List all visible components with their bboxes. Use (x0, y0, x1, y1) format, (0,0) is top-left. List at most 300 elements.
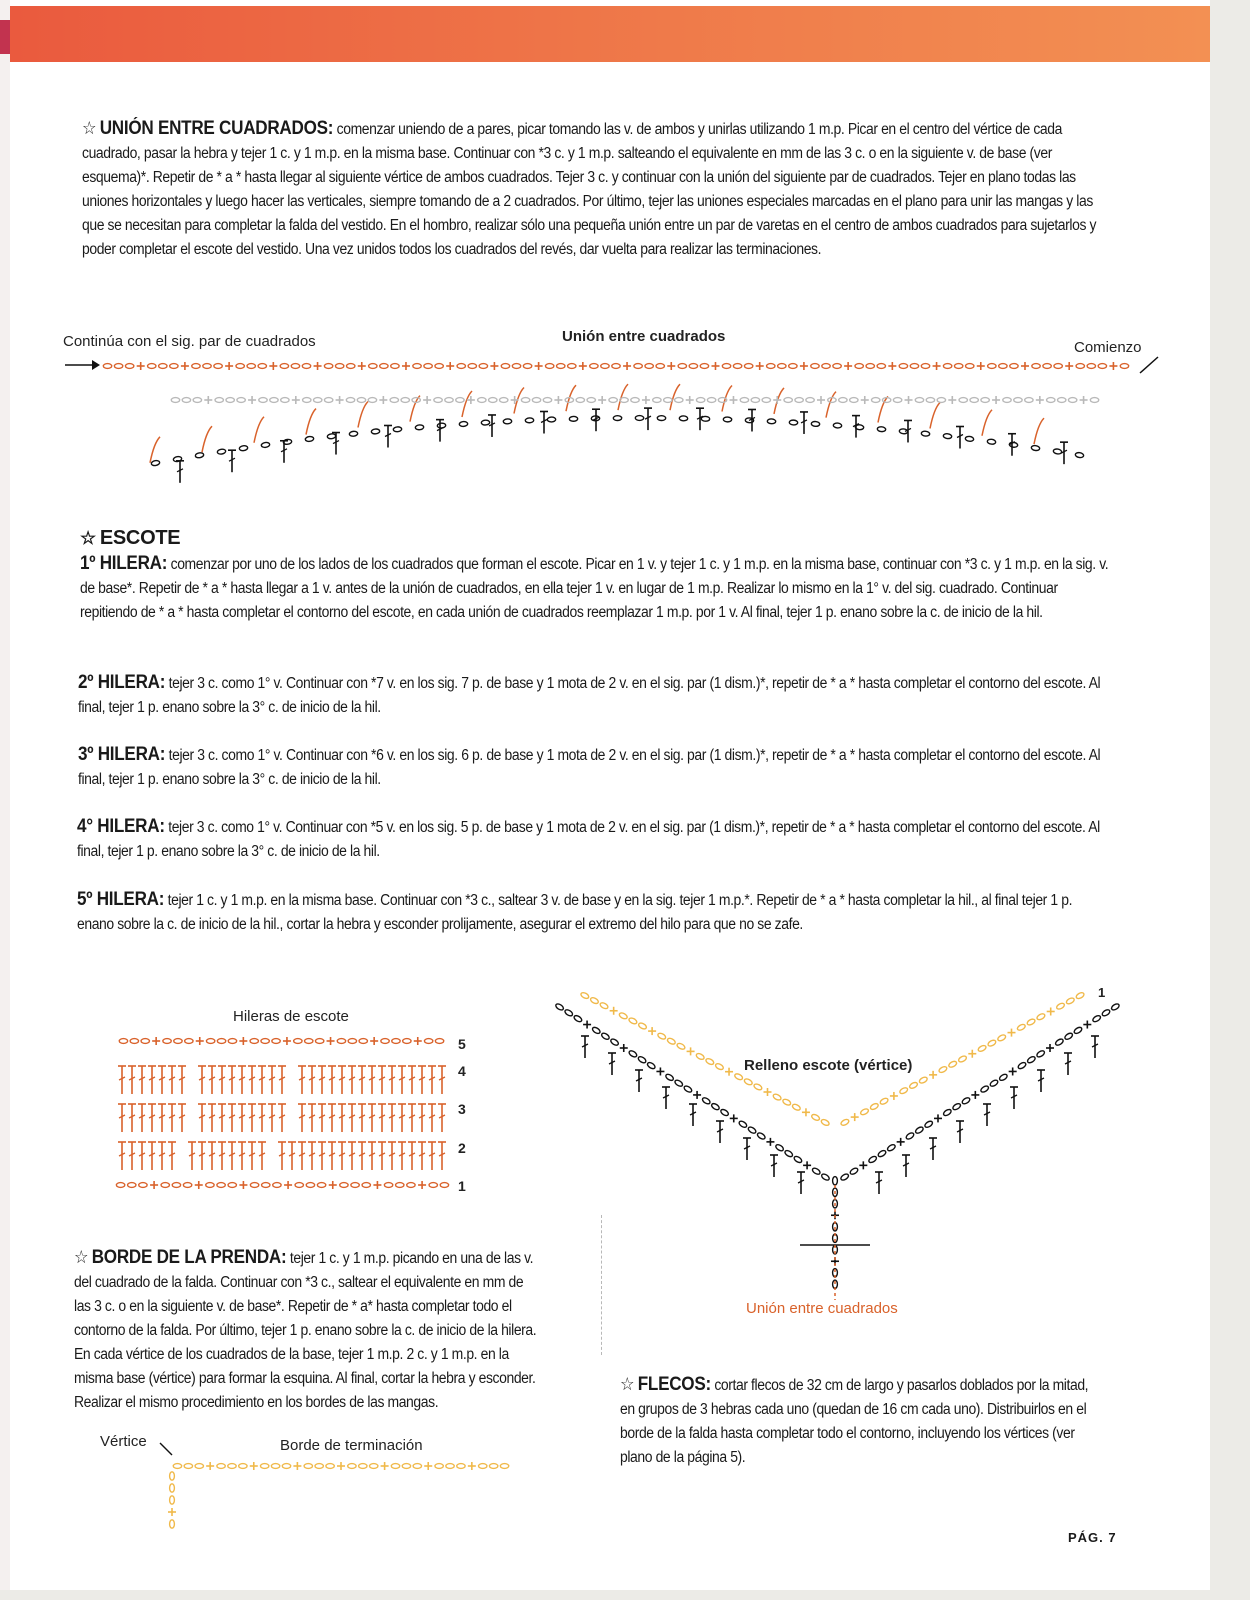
union-chain-row (568, 364, 576, 369)
escote-row-1-symbol (384, 1183, 392, 1188)
union-gray-row (926, 398, 934, 403)
vertice-black-chain (610, 1038, 620, 1047)
union-join-arrow (982, 410, 992, 436)
borde-chain-row (260, 1464, 268, 1469)
union-gray-row (237, 398, 245, 403)
union-gray-row (500, 398, 508, 403)
union-black-chain (833, 423, 842, 428)
vertice-black-chain (999, 1073, 1009, 1082)
vertice-yellow-chain (820, 1118, 830, 1126)
vertice-yellow-chain (715, 1063, 725, 1071)
escote-row-1-symbol (396, 1183, 404, 1188)
vertice-yellow-chain (1026, 1018, 1036, 1026)
borde-chain-row (479, 1464, 487, 1469)
union-gray-row (171, 398, 179, 403)
vertice-yellow-chain (811, 1113, 821, 1121)
union-black-chain (1031, 445, 1040, 451)
star-outline-icon: ☆ (620, 1374, 635, 1394)
union-black-chain (635, 416, 643, 421)
union-gray-row (664, 398, 672, 403)
vertice-black-chain (961, 1097, 971, 1106)
union-black-chain (239, 445, 248, 451)
vertice-yellow-chain (1075, 992, 1085, 1000)
union-chain-row (1076, 364, 1084, 369)
vertice-black-chain (849, 1167, 859, 1176)
union-black-chain (1053, 448, 1062, 454)
vertice-diagram-title: Relleno escote (vértice) (744, 1057, 913, 1074)
union-chain-row (501, 364, 509, 369)
union-gray-row (434, 398, 442, 403)
borde-chain-row (217, 1464, 225, 1469)
union-chain-row (424, 364, 432, 369)
union-gray-row (762, 398, 770, 403)
borde-chain-row (326, 1464, 334, 1469)
union-chain-row (601, 364, 609, 369)
borde-title: BORDE DE LA PRENDA: (91, 1247, 287, 1268)
union-black-chain (415, 425, 424, 430)
union-chain-row (700, 364, 708, 369)
union-gray-row (456, 398, 464, 403)
union-black-chain (525, 418, 534, 423)
vertice-yellow-chain (628, 1017, 638, 1025)
borde-section (74, 1245, 540, 1415)
borde-text: tejer 1 c. y 1 m.p. picando en una de las v. del cuadrado de la falda. Continuar con *3 c., saltear el equivalente en mm de las 3 c. o en la siguiente v. de base*. Repetir de * a* hasta completar todo el contorno de la falda. Por último, tejer 1 p. enano sobre la c. de inicio de la hilera. En cada vértice de los cuadrados de la base, tejer 1 m.p. 2 c. y 1 m.p. en la misma base (vértice) para formar la esquina. Al final, cortar la hebra y esconder. Realizar el mismo procedimiento en los bordes de las mangas. (74, 1250, 537, 1411)
union-gray-row (543, 398, 551, 403)
vertice-black-chain (775, 1143, 785, 1152)
vertice-black-chain (887, 1143, 897, 1152)
union-black-chain (393, 427, 402, 433)
union-black-chain (151, 460, 160, 466)
escote-section (80, 527, 1230, 625)
borde-chain-row (348, 1464, 356, 1469)
vertice-yellow-chain (869, 1102, 879, 1110)
escote-row-1 (80, 552, 1115, 625)
borde-chain-row (489, 1464, 497, 1469)
vertice-yellow-chain (958, 1055, 968, 1063)
union-gray-row (981, 398, 989, 403)
union-black-chain (767, 419, 776, 424)
borde-chain-row (391, 1464, 399, 1469)
union-chain-row (512, 364, 520, 369)
union-black-chain (327, 433, 336, 439)
vertice-yellow-chain (1016, 1023, 1026, 1031)
escote-row-5-symbol (337, 1039, 345, 1044)
union-chain-row (954, 364, 962, 369)
vertice-black-chain (943, 1108, 953, 1117)
union-chain-row (1032, 364, 1040, 369)
borde-chain-row (170, 1484, 175, 1492)
union-gray-row (215, 398, 223, 403)
union-gray-row (937, 398, 945, 403)
union-black-chain (965, 436, 974, 442)
vertice-diagram-caption: Unión entre cuadrados (746, 1300, 898, 1317)
union-chain-row (159, 364, 167, 369)
escote-row-5-symbol (435, 1039, 443, 1044)
vertice-yellow-chain (590, 997, 600, 1005)
union-chain-row (899, 364, 907, 369)
union-gray-row (303, 398, 311, 403)
union-left-label: Continúa con el sig. par de cuadrados (63, 333, 316, 350)
escote-row-number: 4 (458, 1063, 466, 1079)
borde-chain-row (402, 1464, 410, 1469)
borde-chain-row (315, 1464, 323, 1469)
union-gray-row (489, 398, 497, 403)
vertice-black-chain (628, 1050, 638, 1059)
union-gray-row (609, 398, 617, 403)
union-chain-row (767, 364, 775, 369)
vertice-yellow-chain (840, 1118, 850, 1126)
union-chain-row (1043, 364, 1051, 369)
escote-row-5-symbol (206, 1039, 214, 1044)
vertice-black-chain (591, 1026, 601, 1035)
vertice-black-chain (573, 1014, 583, 1023)
union-gray-row (193, 398, 201, 403)
escote-row-5-text: tejer 1 c. y 1 m.p. en la misma base. Continuar con *3 c., saltear 3 v. de base y en la sig. tejer 1 m.p.*. Repetir de * a * hasta completar la hil., al final tejer 1 p. enano sobre la c. de inicio de la hil., cortar la hebra y esconder prolijamente, asegurar el extremo del hilo para que no se zafe. (77, 892, 1073, 933)
union-join-arrow (358, 401, 368, 427)
union-gray-row (784, 398, 792, 403)
union-right-label: Comienzo (1074, 339, 1142, 356)
borde-chain-row (413, 1464, 421, 1469)
vertice-yellow-chain (977, 1044, 987, 1052)
union-black-chain (349, 431, 358, 437)
union-join-arrow (150, 437, 160, 463)
vertice-yellow-chain (667, 1037, 677, 1045)
vertice-black-chain (665, 1073, 675, 1082)
star-outline-icon: ☆ (74, 1247, 89, 1267)
union-chain-row (645, 364, 653, 369)
union-join-arrow (774, 388, 784, 414)
vertice-black-chain (683, 1085, 693, 1094)
borde-chain-row (370, 1464, 378, 1469)
union-black-chain (613, 416, 621, 421)
union-gray-row (872, 398, 880, 403)
vertice-black-chain (1027, 1055, 1037, 1064)
borde-chain-row (239, 1464, 247, 1469)
union-diagram-title: Unión entre cuadrados (562, 328, 726, 345)
vertice-black-chain (1036, 1050, 1046, 1059)
vertice-yellow-chain (948, 1060, 958, 1068)
escote-row-2-text: tejer 3 c. como 1° v. Continuar con *7 v. en los sig. 7 p. de base y 1 mota de 2 v. en el sig. par (1 dism.)*, repetir de * a * hasta completar el contorno del escote. Al final, tejer 1 p. enano sobre la 3° c. de inicio de la hil. (78, 675, 1101, 716)
union-gray-row (390, 398, 398, 403)
union-chain-row (855, 364, 863, 369)
union-chain-row (324, 364, 332, 369)
union-gray-row (324, 398, 332, 403)
union-chain-row (103, 364, 111, 369)
escote-row-1-text: comenzar por uno de los lados de los cuadrados que forman el escote. Picar en 1 v. y tejer 1 c. y 1 m.p. en la misma base, continuar con *3 c. y 1 m.p. en la sig. v. de base*. Repetir de * a * hasta llegar a 1 v. antes de la unión de cuadrados, en ella tejer 1 v. en lugar de 1 m.p. Realizar lo mismo en la 1° v. del sig. cuadrado. Continuar repitiendo de * a * hasta completar el contorno del escote, en cada unión de cuadrados reemplazar 1 m.p. por 1 v. Al final, tejer 1 p. enano sobre la c. de inicio de la hil. (80, 556, 1109, 621)
vertice-yellow-chain (938, 1065, 948, 1073)
union-chain-row (125, 364, 133, 369)
union-chain-row (545, 364, 553, 369)
escote-row-5-symbol (163, 1039, 171, 1044)
escote-row-5-symbol (250, 1039, 258, 1044)
union-gray-row (521, 398, 529, 403)
vertice-yellow-chain (657, 1032, 667, 1040)
borde-chain-row (446, 1464, 454, 1469)
union-gray-row (850, 398, 858, 403)
escote-row-5-symbol (261, 1039, 269, 1044)
vertice-black-chain (711, 1102, 721, 1111)
flecos-text: cortar flecos de 32 cm de largo y pasarlos doblados por la mitad, en grupos de 3 hebras cada uno (quedan de 16 cm cada uno). Distribuirlos en el borde de la falda hasta completar todo el contorno, incluyendo los vértices (ver plano de la página 5). (620, 1377, 1089, 1466)
vertice-yellow-chain (676, 1042, 686, 1050)
escote-row-4-text: tejer 3 c. como 1° v. Continuar con *5 v. en los sig. 5 p. de base y 1 mota de 2 v. en el sig. par (1 dism.)*, repetir de * a * hasta completar el contorno del escote. Al final, tejer 1 p. enano sobre la 3° c. de inicio de la hil. (77, 819, 1100, 860)
escote-row-1-symbol (407, 1183, 415, 1188)
union-black-chain (811, 421, 820, 426)
union-gray-row (915, 398, 923, 403)
union-black-chain (195, 452, 204, 458)
union-chain-row (192, 364, 200, 369)
arrow-right-icon (92, 360, 100, 370)
borde-chain-row (173, 1464, 181, 1469)
union-gray-row (357, 398, 365, 403)
escote-row-1-symbol (172, 1183, 180, 1188)
escote-row-5-symbol (119, 1039, 127, 1044)
union-gray-row (1014, 398, 1022, 403)
union-black-chain (1075, 452, 1084, 458)
union-chain-row (744, 364, 752, 369)
borde-chain-row (304, 1464, 312, 1469)
union-gray-row (1025, 398, 1033, 403)
vertice-black-chain (821, 1173, 831, 1182)
vertice-row-marker: 1 (1098, 985, 1106, 1000)
union-chain-row (557, 364, 565, 369)
borde-chain-row (435, 1464, 443, 1469)
vertice-black-chain (701, 1097, 711, 1106)
vertice-black-chain (564, 1009, 574, 1018)
vertice-yellow-chain (792, 1103, 802, 1111)
union-chain-row (1087, 364, 1095, 369)
union-chain-row (523, 364, 531, 369)
union-chain-row (302, 364, 310, 369)
star-outline-icon: ☆ (80, 528, 96, 548)
union-gray-row (631, 398, 639, 403)
escote-row-5-symbol (130, 1039, 138, 1044)
vertice-yellow-chain (918, 1076, 928, 1084)
union-title: UNIÓN ENTRE CUADRADOS: (99, 118, 334, 139)
arrow-down-left-icon (1140, 357, 1158, 373)
union-black-chain (371, 429, 380, 435)
union-black-chain (701, 416, 710, 421)
union-gray-row (478, 398, 486, 403)
union-chain-row (877, 364, 885, 369)
union-black-chain (943, 433, 952, 439)
borde-diagram-title: Borde de terminación (280, 1437, 423, 1454)
vertice-black-chain (915, 1126, 925, 1135)
union-gray-row (1068, 398, 1076, 403)
vertice-yellow-chain (772, 1093, 782, 1101)
vertice-black-chain (747, 1126, 757, 1135)
union-chain-row (468, 364, 476, 369)
union-chain-row (148, 364, 156, 369)
vertice-black-chain (1017, 1061, 1027, 1070)
borde-chain-row (271, 1464, 279, 1469)
vertice-yellow-chain (860, 1108, 870, 1116)
escote-row-1-symbol (139, 1183, 147, 1188)
union-chain-row (435, 364, 443, 369)
vertice-black-chain (784, 1149, 794, 1158)
union-black-chain (437, 423, 446, 428)
union-gray-row (795, 398, 803, 403)
union-join-arrow (254, 417, 264, 443)
vertice-yellow-chain (997, 1034, 1007, 1042)
union-gray-row (1058, 398, 1066, 403)
escote-row-2 (78, 671, 1113, 720)
escote-row-5-label: 5º HILERA: (77, 889, 165, 910)
escote-row-number: 3 (458, 1101, 466, 1117)
union-chain-row (413, 364, 421, 369)
union-black-chain (459, 421, 468, 426)
union-chain-row (678, 364, 686, 369)
vertice-yellow-chain (879, 1097, 889, 1105)
star-outline-icon: ☆ (82, 118, 97, 138)
union-gray-row (1003, 398, 1011, 403)
escote-row-1-symbol (295, 1183, 303, 1188)
union-chain-row (1010, 364, 1018, 369)
escote-row-5-symbol (141, 1039, 149, 1044)
union-chain-row (1054, 364, 1062, 369)
union-gray-row (1047, 398, 1055, 403)
vertice-black-chain (877, 1149, 887, 1158)
escote-row-number: 2 (458, 1140, 466, 1156)
union-chain-row (910, 364, 918, 369)
union-join-arrow (930, 403, 940, 429)
union-chain-row (634, 364, 642, 369)
vertice-black-chain (924, 1120, 934, 1129)
escote-row-5-symbol (294, 1039, 302, 1044)
vertice-black-chain (1092, 1014, 1102, 1023)
vertice-yellow-chain (1065, 997, 1075, 1005)
escote-row-1-symbol (440, 1183, 448, 1188)
union-chain-row (689, 364, 697, 369)
union-gray-row (587, 398, 595, 403)
union-gray-row (959, 398, 967, 403)
vertice-yellow-chain (1056, 1002, 1066, 1010)
union-chain-row (247, 364, 255, 369)
union-chain-row (391, 364, 399, 369)
escote-row-5-symbol (392, 1039, 400, 1044)
escote-row-5-symbol (315, 1039, 323, 1044)
column-separator (601, 1215, 602, 1355)
escote-row-1-symbol (128, 1183, 136, 1188)
escote-row-5-symbol (359, 1039, 367, 1044)
union-black-chain (877, 426, 886, 432)
union-gray-row (270, 398, 278, 403)
union-black-chain (679, 416, 687, 421)
borde-chain-row (195, 1464, 203, 1469)
union-chain-row (612, 364, 620, 369)
escote-row-5-symbol (272, 1039, 280, 1044)
union-chain-row (789, 364, 797, 369)
escote-row-5-symbol (403, 1039, 411, 1044)
union-chain-row (170, 364, 178, 369)
escote-row-4-label: 4° HILERA: (77, 816, 165, 837)
vertice-black-chain (601, 1032, 611, 1041)
union-gray-row (226, 398, 234, 403)
union-chain-row (822, 364, 830, 369)
vertex-arrow-icon (160, 1443, 172, 1455)
union-gray-row (839, 398, 847, 403)
escote-row-5-symbol (381, 1039, 389, 1044)
vertice-yellow-chain (705, 1057, 715, 1065)
borde-chain-row (170, 1520, 175, 1528)
borde-vertex-label: Vértice (100, 1433, 147, 1450)
union-gray-row (696, 398, 704, 403)
union-gray-row (281, 398, 289, 403)
vertice-black-chain (840, 1173, 850, 1182)
vertice-yellow-chain (1036, 1013, 1046, 1021)
union-gray-row (806, 398, 814, 403)
union-black-chain (547, 417, 556, 422)
union-gray-row (675, 398, 683, 403)
union-chain-row (999, 364, 1007, 369)
borde-chain-row (228, 1464, 236, 1469)
union-chain-row (778, 364, 786, 369)
escote-row-1-symbol (317, 1183, 325, 1188)
union-chain-row (380, 364, 388, 369)
union-text: comenzar uniendo de a pares, picar tomando las v. de ambos y unirlas utilizando 1 m.p. Picar en el centro del vértice de cada cuadrado, pasar la hebra y tejer 1 c. y 1 m.p. en la misma base. Continuar con *3 c. y 1 m.p. salteando el equivalente en mm de las 3 c. o en la siguiente v. de base (ver esquema)*. Repetir de * a * hasta llegar al siguiente vértice de ambos cuadrados. Tejer 3 c. y continuar con la unión del siguiente par de cuadrados. Tejer en plano todas las uniones horizontales y luego hacer las verticales, siempre tomando de a 2 cuadrados. Por último, tejer las uniones especiales marcadas en el plano para unir las mangas y las que se necesitan para completar la falda del vestido. En el hombro, realizar sólo una pequeña unión entre un par de varetas en el centro de ambos cuadrados para sujetarlos y poder completar el escote del vestido. Una vez unidos todos los cuadrados del revés, dar vuelta para realizar las terminaciones. (82, 121, 1097, 258)
vertice-yellow-chain (618, 1012, 628, 1020)
vertice-black-chain (811, 1167, 821, 1176)
union-gray-row (445, 398, 453, 403)
union-chain-row (369, 364, 377, 369)
union-chain-row (347, 364, 355, 369)
vertice-black-chain (738, 1120, 748, 1129)
escote-row-1-symbol (273, 1183, 281, 1188)
union-join-arrow (826, 392, 836, 418)
escote-row-5 (77, 888, 1112, 937)
escote-row-number: 5 (458, 1036, 466, 1052)
escote-row-5-symbol (348, 1039, 356, 1044)
escote-row-5-symbol (174, 1039, 182, 1044)
escote-row-4 (77, 815, 1112, 864)
vertice-black-chain (905, 1132, 915, 1141)
union-chain-row (966, 364, 974, 369)
vertice-black-chain (646, 1061, 656, 1070)
escote-row-5-symbol (305, 1039, 313, 1044)
union-black-chain (481, 420, 490, 425)
vertice-black-chain (793, 1155, 803, 1164)
union-black-chain (987, 439, 996, 445)
vertice-black-chain (980, 1085, 990, 1094)
union-chain-row (280, 364, 288, 369)
borde-chain-row (170, 1496, 175, 1504)
vertice-yellow-chain (782, 1098, 792, 1106)
union-black-chain (305, 436, 314, 442)
vertice-yellow-chain (599, 1002, 609, 1010)
vertice-center-chain (833, 1177, 838, 1185)
union-gray-row (970, 398, 978, 403)
union-join-arrow (306, 409, 316, 435)
union-gray-row (532, 398, 540, 403)
vertice-black-chain (1064, 1032, 1074, 1041)
union-gray-row (314, 398, 322, 403)
union-chain-row (214, 364, 222, 369)
vertice-yellow-chain (580, 991, 590, 999)
union-gray-row (346, 398, 354, 403)
borde-chain-row (184, 1464, 192, 1469)
union-gray-row (1090, 398, 1098, 403)
union-black-chain (657, 416, 665, 421)
escote-row-1-symbol (362, 1183, 370, 1188)
union-chain-row (203, 364, 211, 369)
vertice-black-chain (1101, 1009, 1111, 1018)
union-chain-row (722, 364, 730, 369)
vertice-black-chain (756, 1132, 766, 1141)
escote-row-number: 1 (458, 1178, 466, 1194)
vertice-yellow-chain (987, 1039, 997, 1047)
union-gray-row (751, 398, 759, 403)
union-chain-row (457, 364, 465, 369)
escote-row-2-label: 2º HILERA: (78, 672, 166, 693)
